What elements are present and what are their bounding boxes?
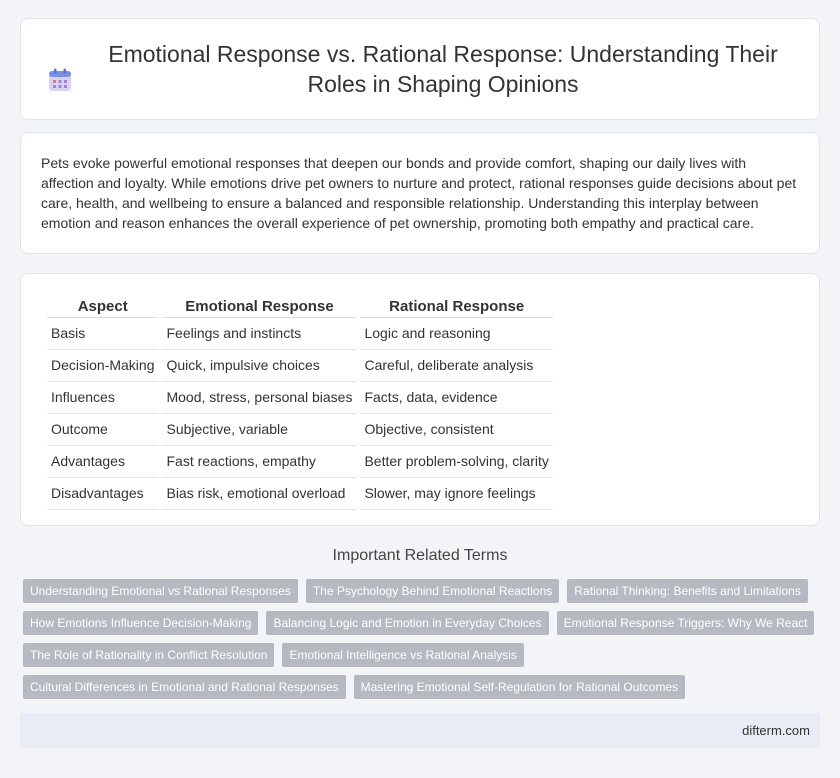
- table-cell: Influences: [47, 382, 158, 414]
- related-term-link[interactable]: Mastering Emotional Self-Regulation for Rational Outcomes: [354, 675, 685, 699]
- table-cell: Better problem-solving, clarity: [360, 446, 552, 478]
- table-row: [47, 350, 553, 382]
- related-term-link[interactable]: Cultural Differences in Emotional and Rational Responses: [23, 675, 346, 699]
- table-cell: Mood, stress, personal biases: [162, 382, 356, 414]
- intro-paragraph: Pets evoke powerful emotional responses that deepen our bonds and provide comfort, shaping our daily lives with affection and loyalty. While emotions drive pet owners to nurture and protect, rational responses guide decisions about pet care, health, and wellbeing to ensure a balanced and responsible relationship. Understanding this interplay between emotion and reason enhances the overall experience of pet ownership, promoting both empathy and practical care.: [41, 155, 797, 231]
- footer: [20, 713, 820, 748]
- related-terms-heading: Important Related Terms: [332, 547, 508, 564]
- table-cell: Quick, impulsive choices: [162, 350, 356, 382]
- table-cell: Objective, consistent: [360, 414, 552, 446]
- column-header: Rational Response: [360, 294, 552, 318]
- table-cell: Logic and reasoning: [360, 318, 552, 350]
- table-cell: Feelings and instincts: [162, 318, 356, 350]
- table-row: [47, 446, 553, 478]
- table-cell: Facts, data, evidence: [360, 382, 552, 414]
- table-cell: Careful, deliberate analysis: [360, 350, 552, 382]
- table-cell: Outcome: [47, 414, 158, 446]
- table-header-row: [47, 294, 553, 318]
- column-header: Emotional Response: [162, 294, 356, 318]
- footer-site-link[interactable]: difterm.com: [742, 723, 810, 738]
- related-term-link[interactable]: Understanding Emotional vs Rational Responses: [23, 579, 298, 603]
- table-row: [47, 478, 553, 510]
- related-term-link[interactable]: Emotional Response Triggers: Why We React: [557, 611, 815, 635]
- column-header: Aspect: [47, 294, 158, 318]
- table-cell: Bias risk, emotional overload: [162, 478, 356, 510]
- intro-card: [20, 132, 820, 254]
- table-cell: Basis: [47, 318, 158, 350]
- related-term-link[interactable]: Emotional Intelligence vs Rational Analysis: [282, 643, 523, 667]
- table-cell: Advantages: [47, 446, 158, 478]
- table-row: [47, 414, 553, 446]
- table-cell: Disadvantages: [47, 478, 158, 510]
- related-term-link[interactable]: Balancing Logic and Emotion in Everyday Choices: [266, 611, 548, 635]
- related-terms-list: [23, 579, 823, 707]
- header-card: [20, 18, 820, 120]
- page-title: Emotional Response vs. Rational Response: Understanding Their Roles in Shaping Opinions: [108, 41, 778, 97]
- table-cell: Fast reactions, empathy: [162, 446, 356, 478]
- table-cell: Decision-Making: [47, 350, 158, 382]
- calendar-icon: [47, 67, 73, 93]
- related-term-link[interactable]: Rational Thinking: Benefits and Limitations: [567, 579, 808, 603]
- table-row: [47, 318, 553, 350]
- related-term-link[interactable]: The Psychology Behind Emotional Reactions: [306, 579, 559, 603]
- comparison-table: [43, 294, 557, 510]
- table-cell: Slower, may ignore feelings: [360, 478, 552, 510]
- table-row: [47, 382, 553, 414]
- related-term-link[interactable]: The Role of Rationality in Conflict Resolution: [23, 643, 274, 667]
- table-cell: Subjective, variable: [162, 414, 356, 446]
- comparison-card: [20, 273, 820, 526]
- related-term-link[interactable]: How Emotions Influence Decision-Making: [23, 611, 258, 635]
